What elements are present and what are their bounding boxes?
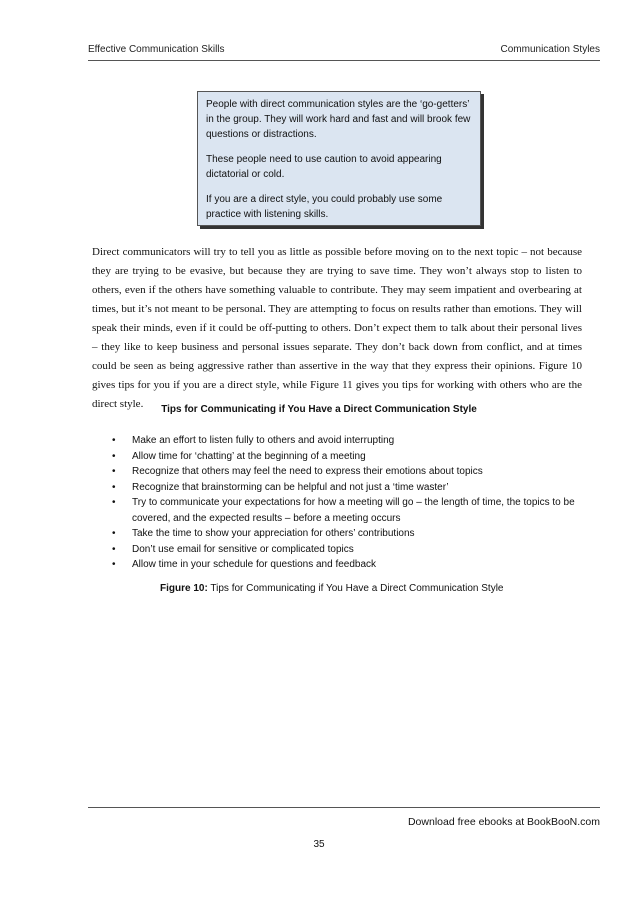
list-item-text: Don’t use email for sensitive or complicated topics <box>132 543 354 555</box>
list-item <box>108 464 584 480</box>
body-paragraph: Direct communicators will try to tell you as little as possible before moving on to the next topic – not because they are trying to be evasive, but because they are trying to save time. They won’t always stop to listen to others, even if the others have something valuable to contribute. They may seem impatient and overbearing at times, but it’s not meant to be personal. They are attempting to focus on results rather than emotions. They will speak their minds, even if it could be off-putting to others. Don’t expect them to talk about their personal lives – they like to keep business and personal issues separate. They don’t back down from conflict, and at times could be seen as being aggressive rather than assertive in the way that they express their opinions. Figure 10 gives tips for you if you are a direct style, while Figure 11 gives you tips for working with others who are the direct style. <box>92 246 582 410</box>
tips-list <box>108 433 584 573</box>
bullet-icon: • <box>112 559 116 570</box>
list-item <box>108 542 584 558</box>
list-item-text: Recognize that others may feel the need to express their emotions about topics <box>132 466 483 477</box>
list-item-text: Recognize that brainstorming can be helpful and not just a ‘time waster’ <box>132 481 449 493</box>
list-item <box>108 433 584 449</box>
callout-paragraph: These people need to use caution to avoid appearing dictatorial or cold. <box>206 154 442 180</box>
bullet-icon: • <box>112 497 116 508</box>
tips-title: Tips for Communicating if You Have a Direct Communication Style <box>161 404 477 415</box>
callout-box <box>197 91 481 226</box>
list-item <box>108 557 584 573</box>
bullet-icon: • <box>112 435 116 446</box>
header-book-title: Effective Communication Skills <box>88 44 225 55</box>
list-item-text: Take the time to show your appreciation for others’ contributions <box>132 528 415 539</box>
figure-caption-text: Tips for Communicating if You Have a Direct Communication Style <box>207 583 504 594</box>
figure-caption <box>160 583 503 594</box>
list-item <box>108 449 584 465</box>
list-item-text: Allow time for ‘chatting’ at the beginning of a meeting <box>132 450 366 462</box>
bullet-icon: • <box>112 543 116 555</box>
list-item-text: Make an effort to listen fully to others and avoid interrupting <box>132 435 395 446</box>
page-number: 35 <box>313 839 325 850</box>
list-item <box>108 480 584 496</box>
list-item-text: Try to communicate your expectations for how a meeting will go – the length of time, the topics to be covered, and the expected results – before a meeting occurs <box>132 497 575 524</box>
callout-paragraph: People with direct communication styles are the ‘go-getters’ in the group. They will work hard and fast and will brook few questions or distractions. <box>206 99 471 140</box>
header-divider <box>88 60 600 61</box>
list-item <box>108 495 584 526</box>
bullet-icon: • <box>112 466 116 477</box>
bullet-icon: • <box>112 528 116 539</box>
list-item <box>108 526 584 542</box>
figure-label: Figure 10: <box>160 583 208 594</box>
running-header <box>88 40 600 60</box>
callout-paragraph: If you are a direct style, you could probably use some practice with listening skills. <box>206 194 443 220</box>
bullet-icon: • <box>112 450 116 462</box>
footer-divider <box>88 807 600 808</box>
footer-download-link[interactable]: Download free ebooks at BookBooN.com <box>407 816 600 828</box>
bullet-icon: • <box>112 481 116 493</box>
header-chapter-title: Communication Styles <box>500 44 600 55</box>
list-item-text: Allow time in your schedule for questions and feedback <box>132 559 377 570</box>
